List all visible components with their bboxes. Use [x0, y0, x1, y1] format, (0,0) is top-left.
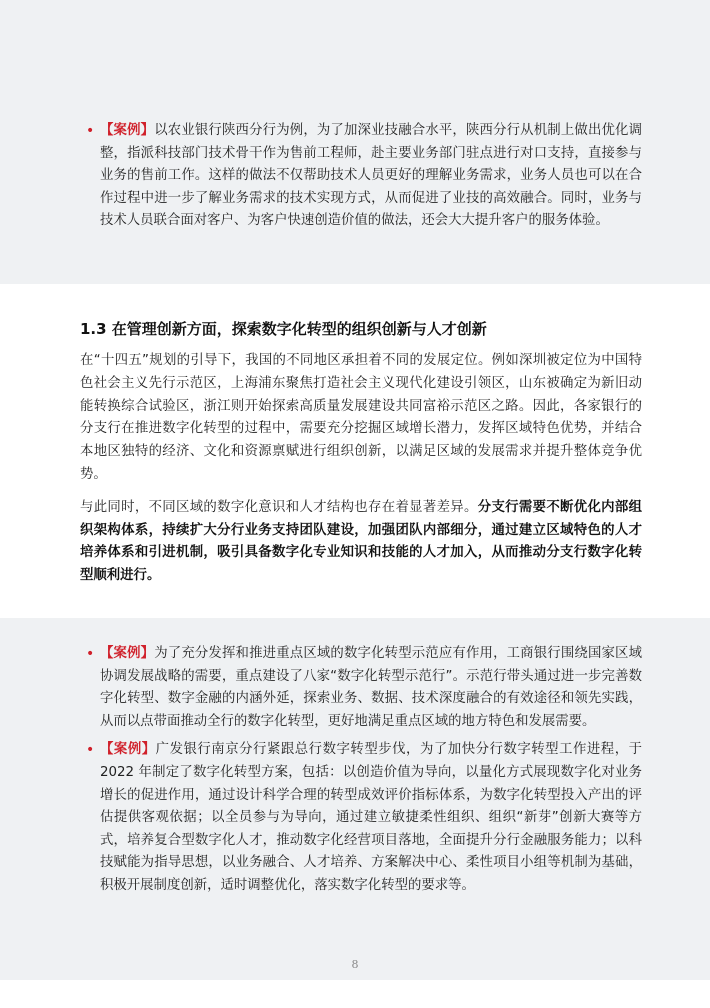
case-box-2	[0, 618, 710, 980]
bullet-icon: •	[86, 123, 95, 139]
section-1-3	[80, 318, 642, 598]
section-title: 1.3 在管理创新方面，探索数字化转型的组织创新与人才创新	[80, 320, 487, 338]
case-text: 为了充分发挥和推进重点区域的数字化转型示范应有作用，工商银行围绕国家区域协调发展战略的需要，重点建设了八家“数字化转型示范行”。示范行带头通过进一步完善数字化转型、数字金融的内涵外延，探索业务、数据、技术深度融合的有效途径和领先实践，从而以点带面推动全行的数字化转型，更好地满足重点区域的地方特色和发展需要。	[100, 646, 642, 729]
bullet-icon: •	[86, 742, 95, 759]
case-tag: 【案例】	[100, 123, 155, 138]
paragraph-2	[80, 497, 642, 588]
paragraph-2-emphasis: 分支行需要不断优化内部组织架构体系，持续扩大分行业务支持团队建设，加强团队内部细分，通过建立区域特色的人才培养体系和引进机制，吸引具备数字化专业知识和技能的人才加入，从而推动分支行数字化转型顺利进行。	[80, 499, 643, 584]
case-text: 以农业银行陕西分行为例，为了加深业技融合水平，陕西分行从机制上做出优化调整，指派科技部门技术骨干作为售前工程师，赴主要业务部门驻点进行对口支持，直接参与业务的售前工作。这样的做法不仅帮助技术人员更好的理解业务需求，业务人员也可以在合作过程中进一步了解业务需求的技术实现方式，从而促进了业技的高效融合。同时，业务与技术人员联合面对客户、为客户快速创造价值的做法，还会大大提升客户的服务体验。	[100, 123, 642, 229]
case-tag: 【案例】	[100, 646, 155, 661]
paragraph-1: 在“十四五”规划的引导下，我国的不同地区承担着不同的发展定位。例如深圳被定位为中国特色社会主义先行示范区，上海浦东聚焦打造社会主义现代化建设引领区，山东被确定为新旧动能转换综合试验区，浙江则开始探索高质量发展建设共同富裕示范区之路。因此，各家银行的分支行在推进数字化转型的过程中，需要充分挖掘区域增长潜力，发挥区域特色优势，并结合本地区独特的经济、文化和资源禀赋进行组织创新，以满足区域的发展需求并提升整体竞争优势。	[80, 353, 642, 482]
page-number: 8	[351, 958, 359, 971]
case-list	[86, 120, 642, 233]
case-tag: 【案例】	[100, 742, 156, 758]
case-item	[86, 739, 642, 897]
case-text: 广发银行南京分行紧跟总行数字转型步伐，为了加快分行数字转型工作进程，于 2022 年制定了数字化转型方案，包括：以创造价值为导向，以量化方式展现数字化对业务增长的促进作用，通过设计科学合理的转型成效评价指标体系，为数字化转型投入产出的评估提供客观依据；以全员参与为导向，通过建立敏捷柔性组织、组织“新芽”创新大赛等方式，培养复合型数字化人才，推动数字化经营项目落地，全面提升分行金融服务能力；以科技赋能为指导思想，以业务融合、人才培养、方案解决中心、柔性项目小组等机制为基础，积极开展制度创新，适时调整优化，落实数字化转型的要求等。	[100, 742, 643, 893]
paragraph-2-lead: 与此同时，不同区域的数字化意识和人才结构也存在着显著差异。	[80, 499, 478, 515]
case-item	[86, 643, 642, 733]
case-box-1	[0, 0, 710, 284]
case-list	[86, 643, 642, 898]
bullet-icon: •	[86, 646, 95, 662]
case-item	[86, 120, 642, 233]
